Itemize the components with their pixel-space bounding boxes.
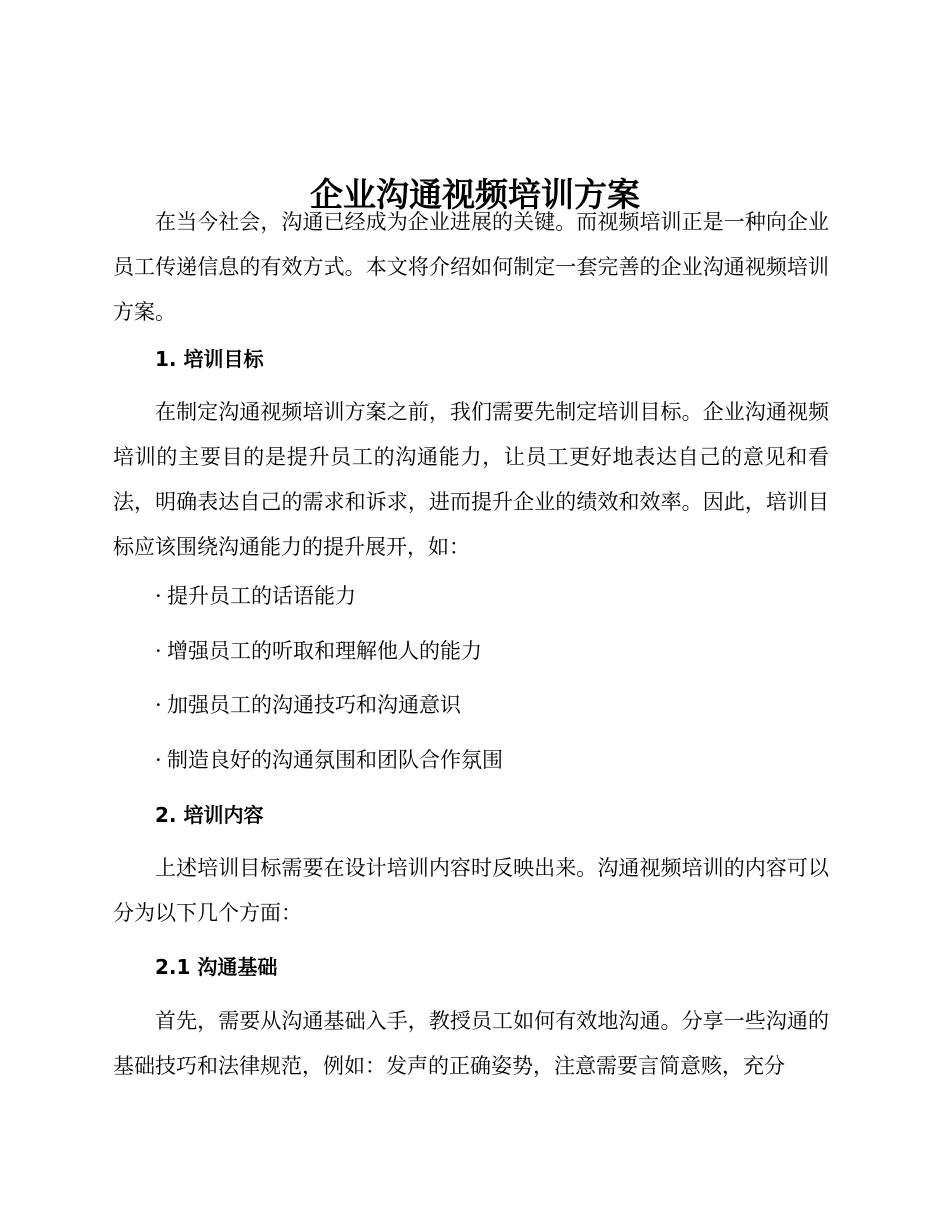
intro-paragraph: 在当今社会，沟通已经成为企业进展的关键。而视频培训正是一种向企业员工传递信息的有效方式。本文将介绍如何制定一套完善的企业沟通视频培训方案。 [113, 210, 829, 324]
bullet-dot-icon: · [155, 693, 162, 717]
section-2-paragraph: 上述培训目标需要在设计培训内容时反映出来。沟通视频培训的内容可以分为以下几个方面： [113, 856, 829, 925]
section-2-1-paragraph: 首先，需要从沟通基础入手，教授员工如何有效地沟通。分享一些沟通的基础技巧和法律规范，例如：发声的正确姿势，注意需要言简意赅，充分 [113, 1009, 829, 1078]
section-2-1-heading: 2.1 沟通基础 [155, 955, 278, 979]
bullet-text: 提升员工的话语能力 [167, 584, 356, 608]
section-1-heading: 1. 培训目标 [155, 347, 264, 371]
document-title: 企业沟通视频培训方案 [310, 175, 640, 215]
bullet-dot-icon: · [155, 639, 162, 663]
bullet-text: 制造良好的沟通氛围和团队合作氛围 [167, 748, 503, 772]
bullet-item [155, 690, 461, 720]
bullet-text: 增强员工的听取和理解他人的能力 [167, 639, 482, 663]
bullet-dot-icon: · [155, 584, 162, 608]
section-1-paragraph: 在制定沟通视频培训方案之前，我们需要先制定培训目标。企业沟通视频培训的主要目的是提升员工的沟通能力，让员工更好地表达自己的意见和看法，明确表达自己的需求和诉求，进而提升企业的绩效和效率。因此，培训目标应该围绕沟通能力的提升展开，如： [113, 400, 829, 559]
bullet-item [155, 636, 482, 666]
bullet-item [155, 581, 356, 611]
section-2-heading: 2. 培训内容 [155, 803, 264, 827]
bullet-dot-icon: · [155, 748, 162, 772]
bullet-text: 加强员工的沟通技巧和沟通意识 [167, 693, 461, 717]
bullet-item [155, 745, 503, 775]
